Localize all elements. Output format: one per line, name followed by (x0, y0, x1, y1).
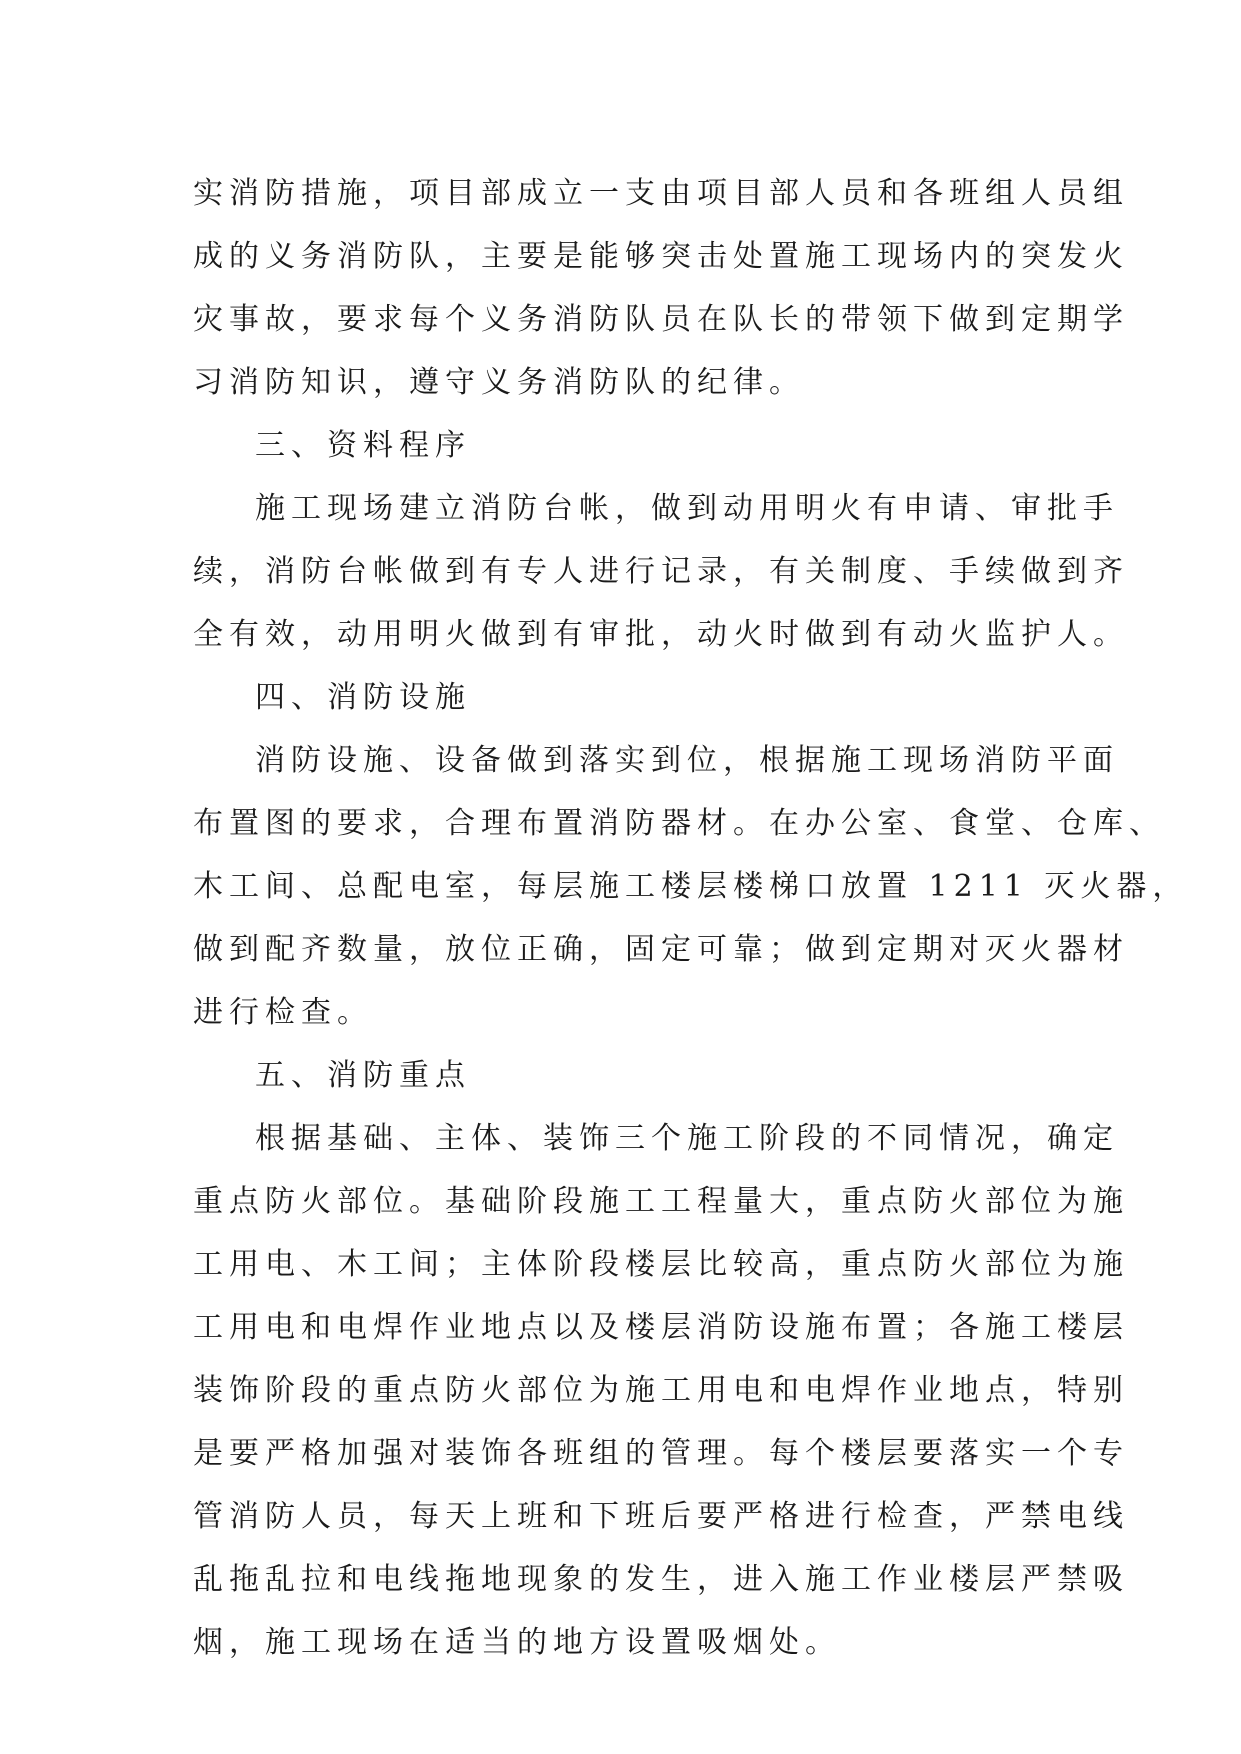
section-heading: 四、消防设施 (255, 680, 471, 715)
text-line: 实消防措施，项目部成立一支由项目部人员和各班组人员组 (193, 176, 1129, 211)
text-line: 进行检查。 (193, 995, 373, 1030)
text-line: 工用电、木工间；主体阶段楼层比较高，重点防火部位为施 (193, 1247, 1129, 1282)
text-line: 装饰阶段的重点防火部位为施工用电和电焊作业地点，特别 (193, 1373, 1129, 1408)
text-line: 成的义务消防队，主要是能够突击处置施工现场内的突发火 (193, 239, 1129, 274)
text-line: 木工间、总配电室，每层施工楼层楼梯口放置 1211 灭火器， (193, 869, 1189, 904)
text-line: 是要严格加强对装饰各班组的管理。每个楼层要落实一个专 (193, 1436, 1129, 1471)
section-heading: 五、消防重点 (255, 1058, 471, 1093)
text-line: 重点防火部位。基础阶段施工工程量大，重点防火部位为施 (193, 1184, 1129, 1219)
text-line: 根据基础、主体、装饰三个施工阶段的不同情况，确定 (255, 1121, 1119, 1156)
text-line: 烟，施工现场在适当的地方设置吸烟处。 (193, 1625, 841, 1660)
text-line: 灾事故，要求每个义务消防队员在队长的带领下做到定期学 (193, 302, 1129, 337)
text-line: 管消防人员，每天上班和下班后要严格进行检查，严禁电线 (193, 1499, 1129, 1534)
text-line: 布置图的要求，合理布置消防器材。在办公室、食堂、仓库、 (193, 806, 1165, 841)
text-line: 消防设施、设备做到落实到位，根据施工现场消防平面 (255, 743, 1119, 778)
text-line: 全有效，动用明火做到有审批，动火时做到有动火监护人。 (193, 617, 1129, 652)
body-text (193, 162, 1189, 1674)
section-heading: 三、资料程序 (255, 428, 471, 463)
text-line: 乱拖乱拉和电线拖地现象的发生，进入施工作业楼层严禁吸 (193, 1562, 1129, 1597)
text-line: 做到配齐数量，放位正确，固定可靠；做到定期对灭火器材 (193, 932, 1129, 967)
text-line: 习消防知识，遵守义务消防队的纪律。 (193, 365, 805, 400)
text-line: 施工现场建立消防台帐，做到动用明火有申请、审批手 (255, 491, 1119, 526)
text-line: 工用电和电焊作业地点以及楼层消防设施布置；各施工楼层 (193, 1310, 1129, 1345)
text-line: 续，消防台帐做到有专人进行记录，有关制度、手续做到齐 (193, 554, 1129, 589)
